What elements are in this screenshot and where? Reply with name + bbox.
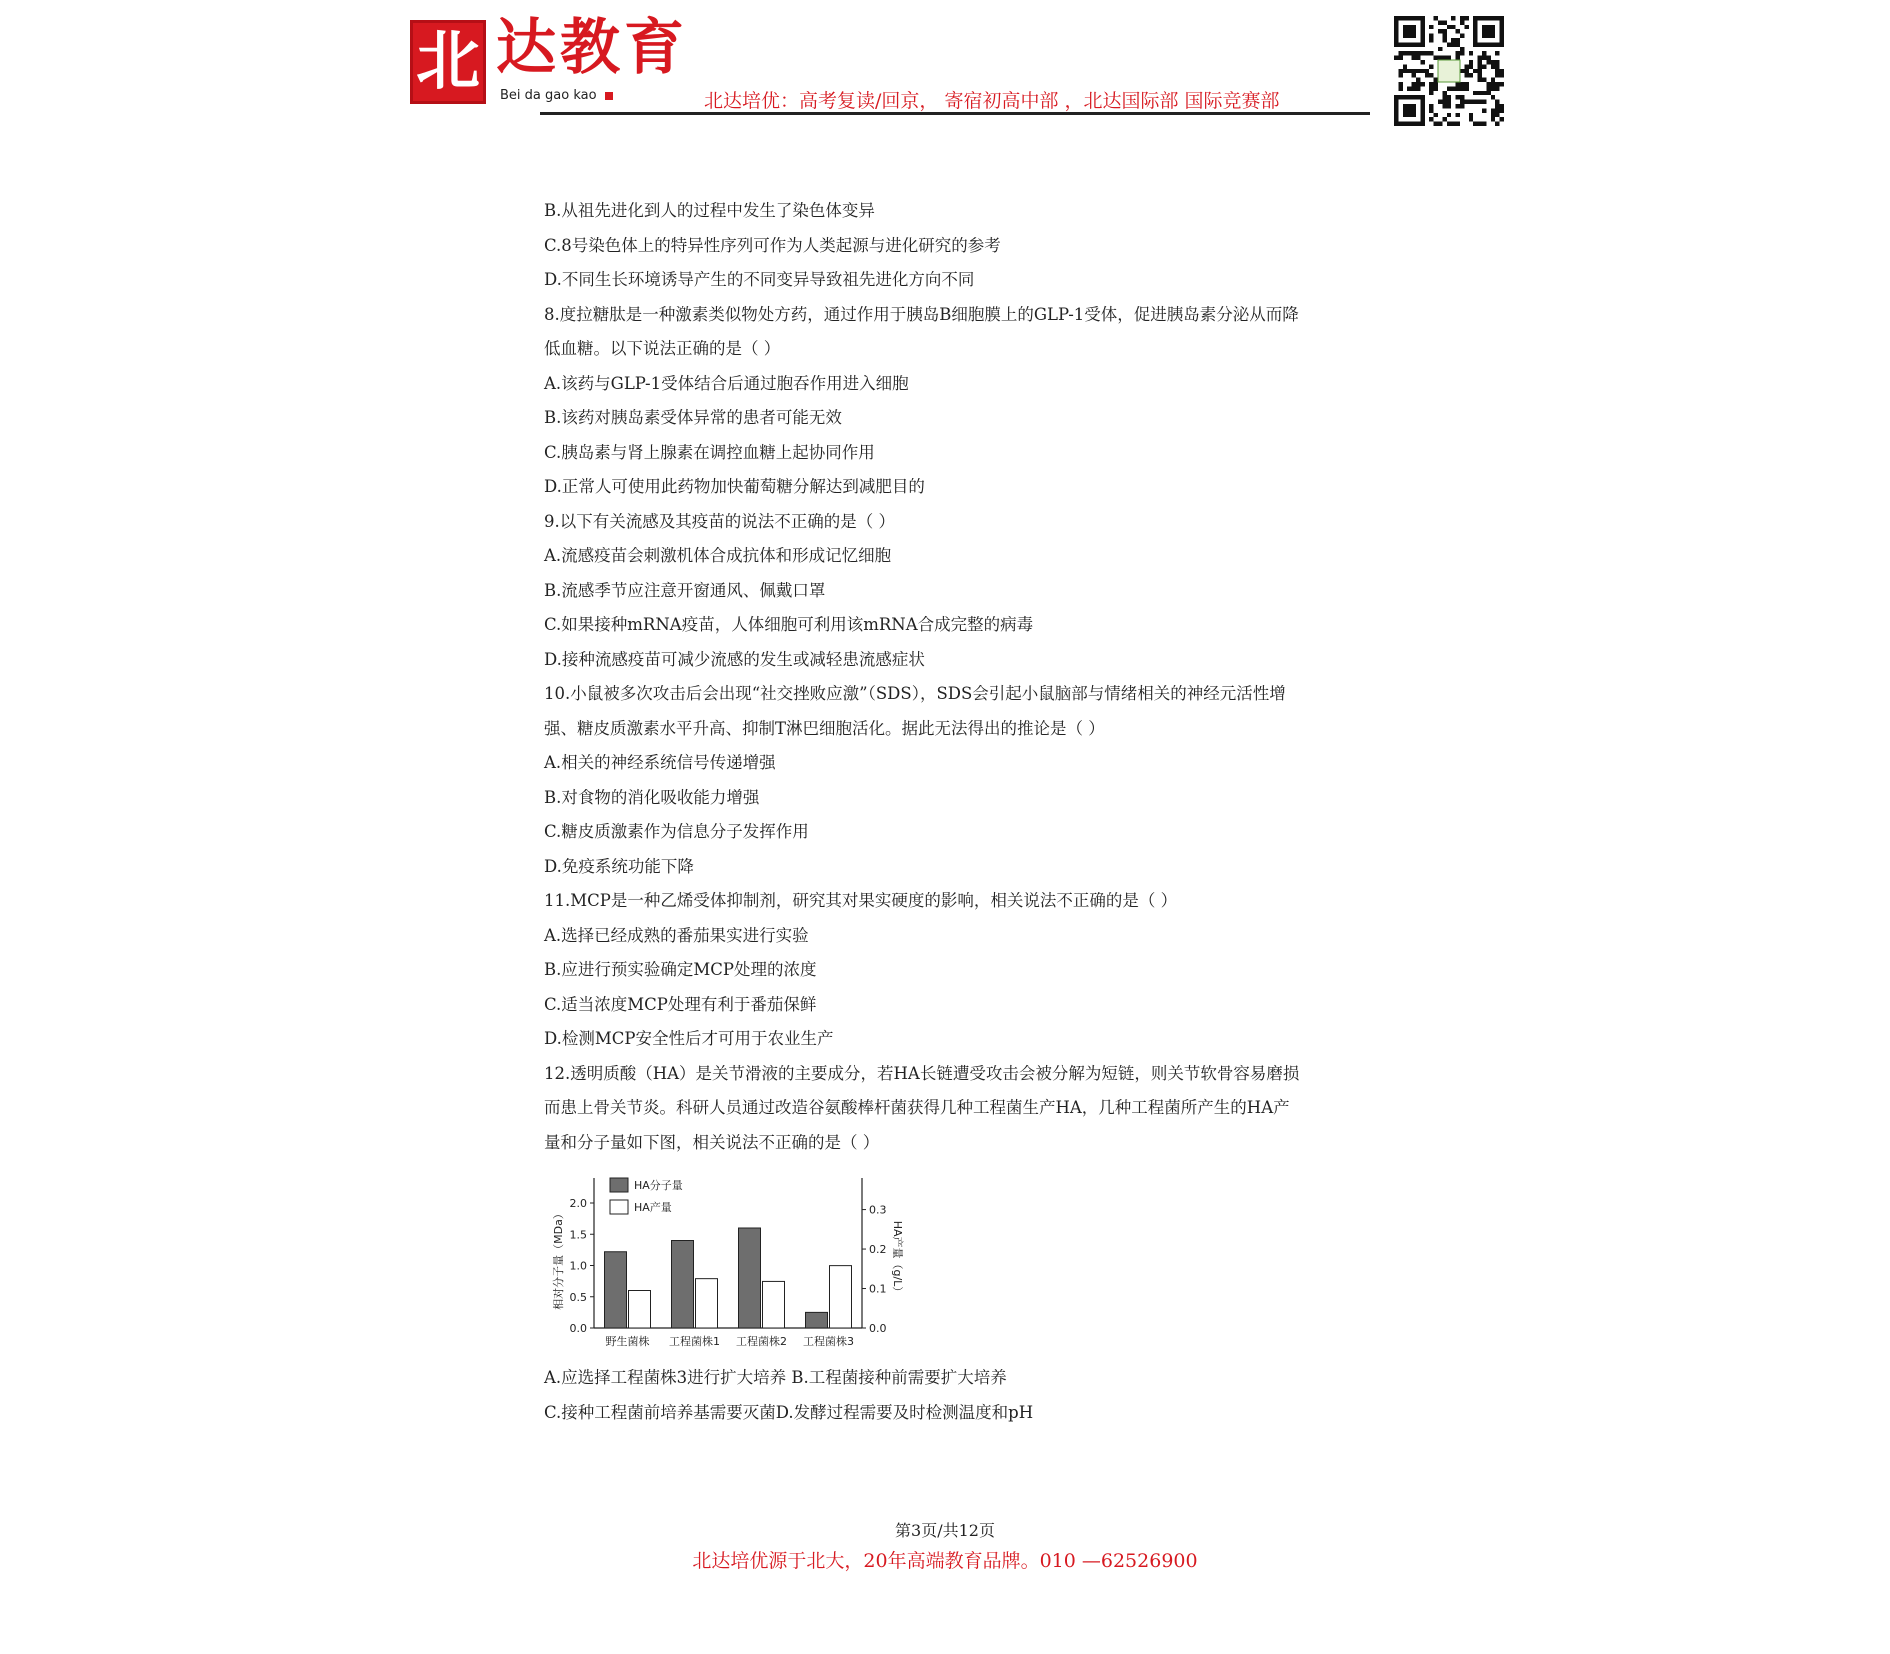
question-content xyxy=(544,194,1374,1160)
text-line: D.正常人可使用此药物加快葡萄糖分解达到减肥目的 xyxy=(544,477,925,496)
bar-yield xyxy=(830,1266,852,1328)
left-tick-label: 0.5 xyxy=(569,1290,587,1304)
x-tick-label: 工程菌株3 xyxy=(803,1335,854,1348)
text-line: 9.以下有关流感及其疫苗的说法不正确的是（ ） xyxy=(544,511,895,531)
text-line: B.应进行预实验确定MCP处理的浓度 xyxy=(544,960,817,979)
left-tick-label: 1.5 xyxy=(569,1228,587,1242)
left-tick-label: 0.0 xyxy=(569,1322,587,1335)
text-line: B.流感季节应注意开窗通风、佩戴口罩 xyxy=(544,580,826,600)
right-tick-label: 0.1 xyxy=(869,1282,887,1296)
footer-slogan: 北达培优源于北大，20年高端教育品牌。010 —62526900 xyxy=(692,1550,1198,1572)
text-line: C.8号染色体上的特异性序列可作为人类起源与进化研究的参考 xyxy=(544,235,1001,255)
text-line: 10.小鼠被多次攻击后会出现“社交挫败应激”（SDS），SDS会引起小鼠脑部与情绪相关的神经元活性增 xyxy=(544,684,1286,703)
text-line: C.如果接种mRNA疫苗，人体细胞可利用该mRNA合成完整的病毒 xyxy=(544,615,1034,634)
text-line: A.该药与GLP-1受体结合后通过胞吞作用进入细胞 xyxy=(544,373,909,393)
text-line: A.流感疫苗会刺激机体合成抗体和形成记忆细胞 xyxy=(544,546,892,565)
legend-swatch xyxy=(610,1200,628,1214)
text-line: C.糖皮质激素作为信息分子发挥作用 xyxy=(544,822,809,841)
brand-name: 达教育 xyxy=(496,13,688,83)
left-tick-label: 2.0 xyxy=(569,1197,587,1210)
right-tick-label: 0.3 xyxy=(869,1203,887,1217)
text-line: A.选择已经成熟的番茄果实进行实验 xyxy=(544,925,809,945)
header-slogan: 北达培优：高考复读/回京， 寄宿初高中部 ，北达国际部 国际竞赛部 xyxy=(704,90,1280,112)
bar-molecular-weight xyxy=(605,1252,627,1328)
bar-molecular-weight xyxy=(739,1228,761,1328)
legend-label: HA分子量 xyxy=(634,1179,683,1192)
x-tick-label: 野生菌株 xyxy=(605,1335,650,1348)
bar-molecular-weight xyxy=(806,1312,828,1328)
text-line: 12.透明质酸（HA）是关节滑液的主要成分，若HA长链遭受攻击会被分解为短链，则关节软骨容易磨损 xyxy=(544,1063,1300,1083)
bar-yield xyxy=(629,1291,651,1329)
text-line: 11.MCP是一种乙烯受体抑制剂，研究其对果实硬度的影响，相关说法不正确的是（ ） xyxy=(544,891,1178,910)
text-line: D.接种流感疫苗可减少流感的发生或减轻患流感症状 xyxy=(544,649,925,669)
text-line: B.该药对胰岛素受体异常的患者可能无效 xyxy=(544,408,842,427)
legend-label: HA产量 xyxy=(634,1201,672,1214)
right-tick-label: 0.0 xyxy=(869,1322,887,1335)
page-number: 第3页/共12页 xyxy=(895,1521,995,1540)
right-tick-label: 0.2 xyxy=(869,1243,887,1257)
text-line: B.从祖先进化到人的过程中发生了染色体变异 xyxy=(544,201,875,220)
text-line: C.胰岛素与肾上腺素在调控血糖上起协同作用 xyxy=(544,442,875,462)
y-axis-right-label: HA产量（g/L） xyxy=(891,1220,904,1298)
legend-swatch xyxy=(610,1178,628,1192)
logo-box xyxy=(410,20,486,104)
text-line: D.不同生长环境诱导产生的不同变异导致祖先进化方向不同 xyxy=(544,270,975,289)
text-line: C.接种工程菌前培养基需要灭菌D.发酵过程需要及时检测温度和pH xyxy=(544,1402,1034,1422)
ha-bar-chart xyxy=(548,1170,908,1356)
x-tick-label: 工程菌株1 xyxy=(669,1335,720,1348)
answer-options xyxy=(544,1361,1374,1430)
y-axis-label: 相对分子量（MDa） xyxy=(552,1208,565,1310)
text-line: 8.度拉糖肽是一种激素类似物处方药，通过作用于胰岛B细胞膜上的GLP-1受体，促进胰岛素分泌从而降 xyxy=(544,304,1299,324)
text-line: D.检测MCP安全性后才可用于农业生产 xyxy=(544,1029,834,1048)
bar-molecular-weight xyxy=(672,1241,694,1329)
text-line: A.相关的神经系统信号传递增强 xyxy=(544,753,776,772)
logo-char: 北 xyxy=(416,24,480,99)
header-rule xyxy=(540,112,1370,115)
brand-pinyin: Bei da gao kao xyxy=(500,88,613,103)
bar-yield xyxy=(763,1281,785,1328)
text-line: 量和分子量如下图，相关说法不正确的是（ ） xyxy=(544,1132,880,1152)
text-line: 强、糖皮质激素水平升高、抑制T淋巴细胞活化。据此无法得出的推论是（ ） xyxy=(544,718,1105,738)
text-line: 低血糖。以下说法正确的是（ ） xyxy=(544,339,781,358)
text-line: B.对食物的消化吸收能力增强 xyxy=(544,787,760,807)
text-line: 而患上骨关节炎。科研人员通过改造谷氨酸棒杆菌获得几种工程菌生产HA，几种工程菌所产生的HA产 xyxy=(544,1098,1290,1117)
left-tick-label: 1.0 xyxy=(569,1259,587,1273)
qr-code-icon xyxy=(1394,16,1504,126)
text-line: D.免疫系统功能下降 xyxy=(544,856,694,876)
text-line: A.应选择工程菌株3进行扩大培养 B.工程菌接种前需要扩大培养 xyxy=(544,1368,1007,1387)
bar-yield xyxy=(696,1279,718,1328)
x-tick-label: 工程菌株2 xyxy=(736,1335,787,1348)
text-line: C.适当浓度MCP处理有利于番茄保鲜 xyxy=(544,994,817,1014)
